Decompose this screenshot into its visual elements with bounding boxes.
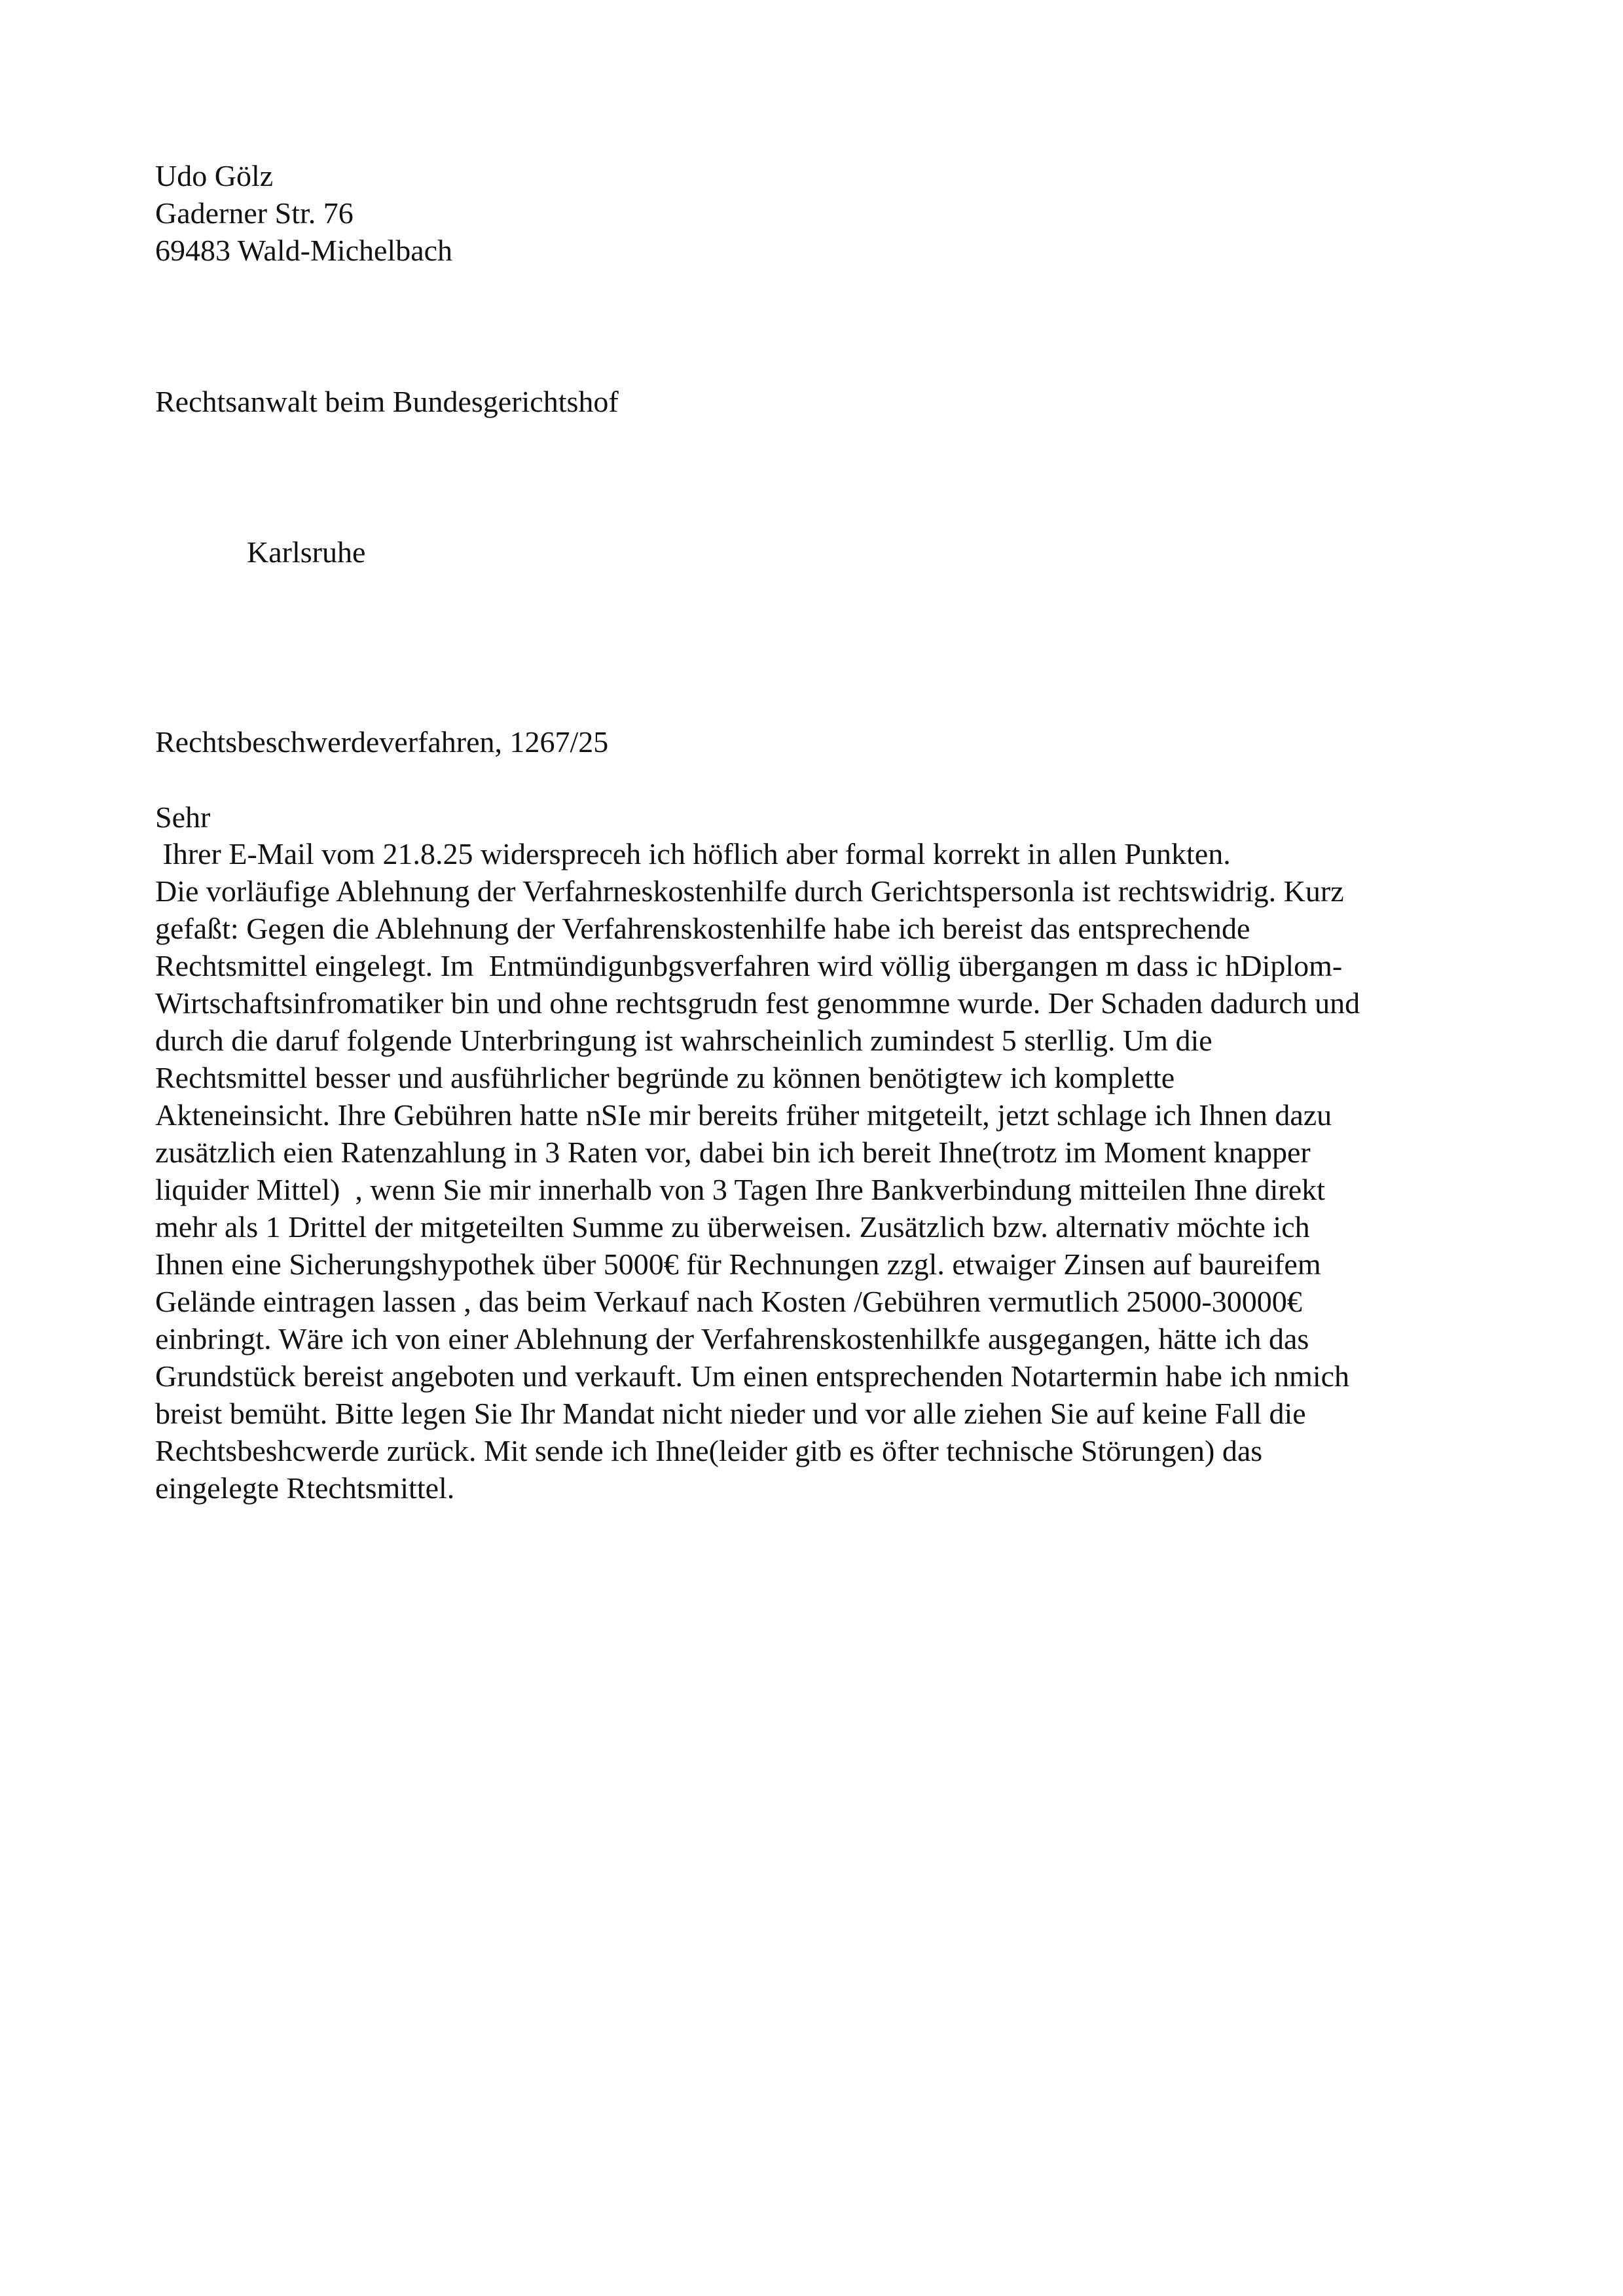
body-line: Akteneinsicht. Ihre Gebühren hatte nSIe mir bereits früher mitgeteilt, jetzt schlage ich Ihnen dazu (155, 1098, 1332, 1132)
body-line: Grundstück bereist angeboten und verkauft. Um einen entsprechenden Notartermin habe ich nmich (155, 1359, 1350, 1393)
recipient-title: Rechtsanwalt beim Bundesgerichtshof (155, 385, 619, 418)
body-line: gefaßt: Gegen die Ablehnung der Verfahrenskostenhilfe habe ich bereist das entsprechende (155, 912, 1250, 945)
letter-body (155, 835, 1497, 1507)
salutation: Sehr (155, 800, 211, 834)
body-line: zusätzlich eien Ratenzahlung in 3 Raten vor, dabei bin ich bereit Ihne(trotz im Moment knapper (155, 1136, 1311, 1169)
sender-city: 69483 Wald-Michelbach (155, 234, 453, 267)
recipient-city: Karlsruhe (247, 535, 366, 569)
body-line: Rechtsbeshcwerde zurück. Mit sende ich Ihne(leider gitb es öfter technische Störungen) das (155, 1434, 1263, 1467)
body-line: Ihnen eine Sicherungshypothek über 5000€ für Rechnungen zzgl. etwaiger Zinsen auf baureifem (155, 1247, 1321, 1281)
sender-name: Udo Gölz (155, 159, 274, 192)
body-line: Wirtschaftsinfromatiker bin und ohne rechtsgrudn fest genommne wurde. Der Schaden dadurch und (155, 986, 1360, 1020)
body-line: liquider Mittel) , wenn Sie mir innerhalb von 3 Tagen Ihre Bankverbindung mitteilen Ihne direkt (155, 1173, 1325, 1206)
body-line: Die vorläufige Ablehnung der Verfahrneskostenhilfe durch Gerichtspersonla ist rechtswidrig. Kurz (155, 874, 1344, 908)
body-line: mehr als 1 Drittel der mitgeteilten Summe zu überweisen. Zusätzlich bzw. alternativ möchte ich (155, 1210, 1310, 1244)
body-line: durch die daruf folgende Unterbringung ist wahrscheinlich zumindest 5 sterllig. Um die (155, 1024, 1213, 1057)
body-line: Gelände eintragen lassen , das beim Verkauf nach Kosten /Gebühren vermutlich 25000-30000€ (155, 1285, 1302, 1318)
body-line: Ihrer E-Mail vom 21.8.25 widerspreceh ich höflich aber formal korrekt in allen Punkten. (155, 837, 1231, 870)
body-line: Rechtsmittel besser und ausführlicher begründe zu können benötigtew ich komplette (155, 1061, 1175, 1094)
body-line: eingelegte Rtechtsmittel. (155, 1471, 455, 1505)
body-line: breist bemüht. Bitte legen Sie Ihr Mandat nicht nieder und vor alle ziehen Sie auf keine Fall die (155, 1397, 1306, 1430)
sender-street: Gaderner Str. 76 (155, 196, 354, 230)
subject-line: Rechtsbeschwerdeverfahren, 1267/25 (155, 725, 609, 759)
sender-address (155, 157, 452, 269)
body-line: Rechtsmittel eingelegt. Im Entmündigunbgsverfahren wird völlig übergangen m dass ic hDiplom- (155, 949, 1343, 982)
body-line: einbringt. Wäre ich von einer Ablehnung der Verfahrenskostenhilkfe ausgegangen, hätte ich das (155, 1322, 1309, 1355)
